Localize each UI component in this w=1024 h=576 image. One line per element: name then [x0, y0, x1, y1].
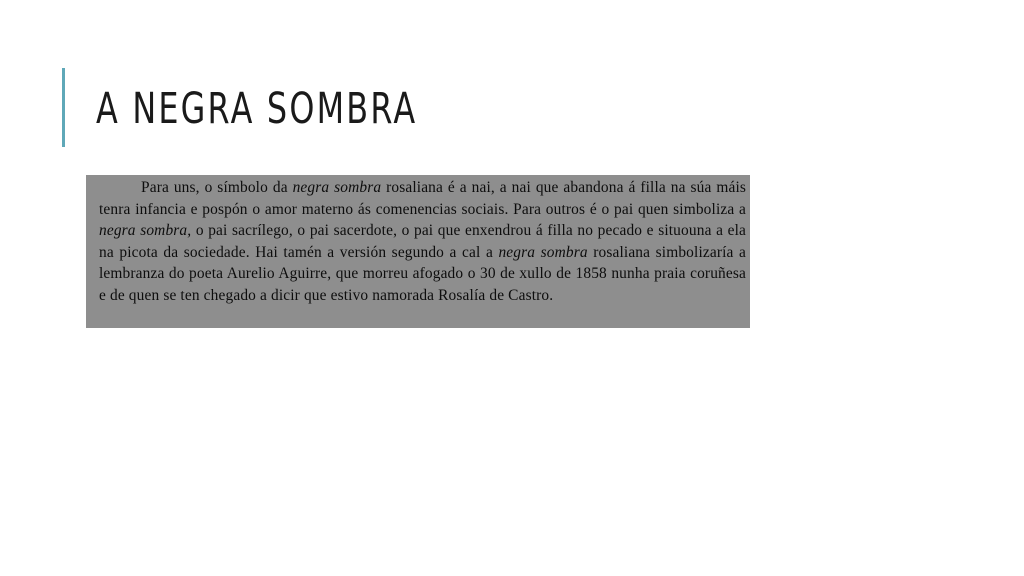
excerpt-segment: rosaliana simbolizaría a lembranza do poeta Aurelio Aguirre, que morreu afogado o 30 de xullo de 1858 nunha praia coruñesa e de quen se ten chegado a dicir que estivo namorada Rosalía de Castro.	[99, 243, 747, 304]
excerpt-segment-italic: negra sombra	[498, 243, 588, 261]
excerpt-paragraph	[99, 177, 746, 307]
excerpt-segment: o pai sacrílego, o pai sacerdote, o pai que enxendrou á filla no pecado e situouna a ela na picota da sociedade. Hai tamén a versión segundo a cal a	[99, 222, 746, 261]
title-accent-bar	[62, 68, 65, 147]
scanned-text-excerpt	[86, 175, 750, 328]
excerpt-segment: rosaliana é a nai, a nai que abandona á filla na súa máis tenra infancia e pospón o amor materno ás comenencias sociais. Para outros é o pai quen simboliza a	[99, 179, 747, 218]
excerpt-segment: Para uns, o símbolo da	[141, 179, 293, 196]
excerpt-segment-italic: negra sombra	[292, 179, 382, 196]
slide-title: A NEGRA SOMBRA	[96, 84, 418, 134]
excerpt-segment-italic: negra sombra,	[99, 222, 192, 240]
